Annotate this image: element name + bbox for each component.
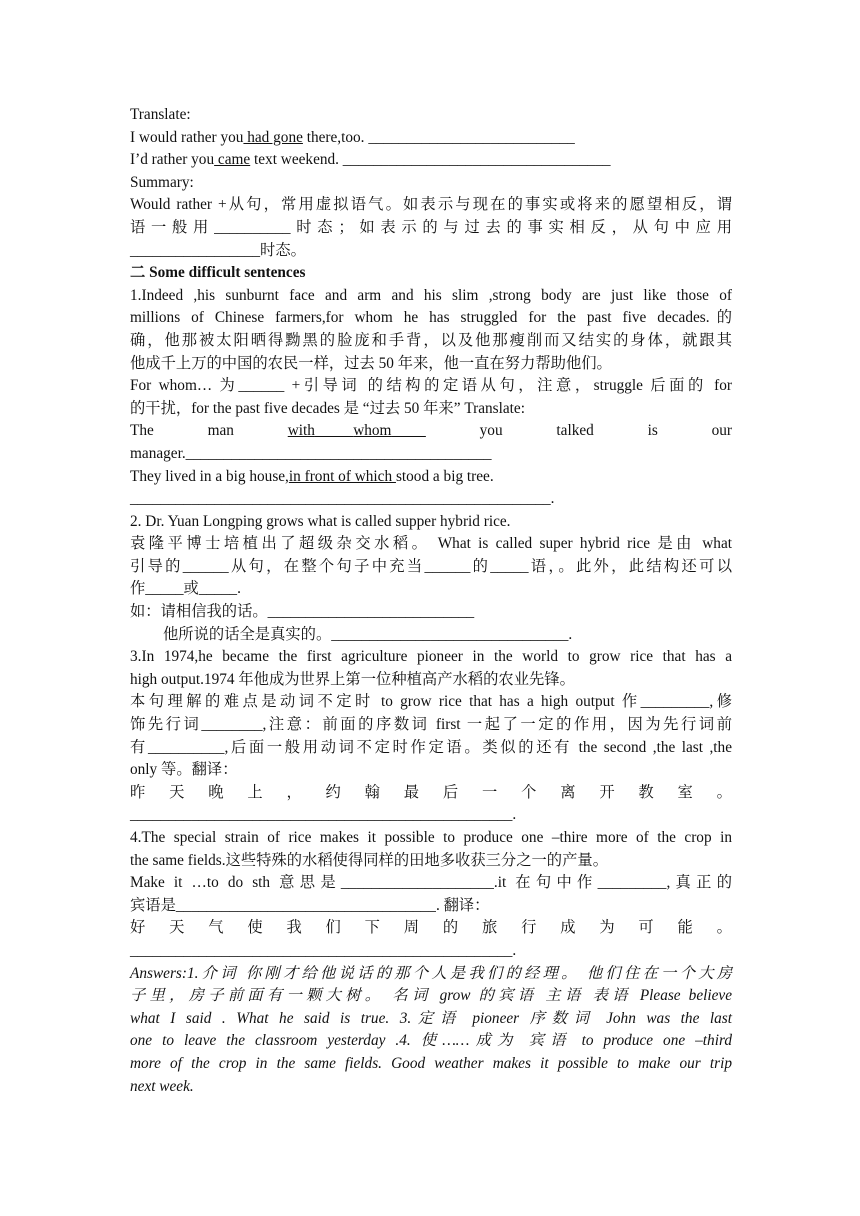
word: talked — [556, 422, 594, 440]
word: man — [207, 422, 234, 440]
spread-char: 我 — [286, 919, 302, 937]
s1-line-7 — [130, 420, 732, 443]
s1-line-1: 1.Indeed ,his sunburnt face and arm and his slim ,strong body are just like those of — [130, 286, 732, 304]
word: is — [647, 422, 658, 440]
spread-char: 室 — [677, 783, 693, 801]
s2-line-2: 袁隆平博士培植出了超级杂交水稻。 What is called super hybrid rice 是由 what — [130, 535, 732, 553]
s1-line-8: manager.________________________________________ — [130, 444, 492, 462]
s2-line-3: 引导的______从句，在整个句子中充当______的_____语，。此外，此结构还可以 — [130, 557, 732, 575]
spread-char: 气 — [208, 919, 224, 937]
spread-char: 约 — [325, 783, 341, 801]
spread-char: 一 — [481, 783, 498, 801]
spread-char: 。 — [716, 783, 732, 801]
spread-char: 的 — [442, 919, 459, 937]
s1-line-2: millions of Chinese farmers,for whom he has struggled for the past five decades.的 — [130, 309, 732, 327]
s2-line-4: 作_____或_____. — [130, 580, 241, 598]
s1-line-3: 确，他那被太阳晒得黝黑的脸庞和手背，以及他那瘦削而又结实的身体，就跟其 — [130, 331, 732, 349]
translate-line-2: I’d rather you came text weekend. ___________________________________ — [130, 151, 611, 169]
s4-line-1: 4.The special strain of rice makes it possible to produce one –thire more of the crop in — [130, 829, 732, 846]
s4-line-5 — [130, 917, 732, 940]
underlined-phrase: in front of which — [288, 467, 396, 485]
s1-line-4: 他成千上万的中国的农民一样，过去 50 年来，他一直在努力帮助他们。 — [130, 354, 612, 372]
s1-line-6: 的干扰，for the past five decades 是 “过去 50 年来” Translate: — [130, 399, 525, 417]
spread-char: 为 — [599, 919, 615, 937]
spread-char: 可 — [638, 919, 654, 937]
s3-line-8: __________________________________________________. — [130, 806, 517, 824]
spread-char: 天 — [169, 919, 185, 937]
spread-char: 行 — [521, 919, 537, 937]
spread-char: 离 — [560, 783, 576, 801]
summary-line-3: _________________时态。 — [130, 241, 306, 259]
s3-line-6: only 等。翻译： — [130, 761, 238, 779]
summary-heading: Summary: — [130, 173, 194, 191]
spread-char: ， — [286, 783, 302, 801]
s4-line-6: __________________________________________________. — [130, 941, 517, 959]
spread-char: 。 — [716, 919, 732, 937]
s4-line-3: Make it …to do sth 意思是____________________.it 在句中作_________,真正的 — [130, 874, 732, 892]
spread-char: 天 — [169, 783, 185, 801]
spread-char: 成 — [560, 919, 576, 937]
spread-char: 昨 — [130, 783, 146, 801]
spread-char: 上 — [247, 783, 263, 801]
answers-line-3: what I said . What he said is true. 3.定语 pioneer 序数词 John was the last — [130, 1009, 732, 1027]
spread-char: 开 — [599, 783, 615, 801]
s2-line-6: 他所说的话全是真实的。_______________________________. — [163, 625, 573, 643]
spread-char: 旅 — [481, 919, 498, 937]
s1-line-10: _______________________________________________________. — [130, 490, 555, 508]
word: you — [479, 422, 503, 440]
s1-line-9: They lived in a big house,in front of which stood a big tree. — [130, 467, 494, 485]
s1-line-5: For whom… 为______ +引导词 的结构的定语从句，注意，struggle 后面的 for — [130, 377, 732, 395]
answers-line-2: 子里，房子前面有一颗大树。 名词 grow 的宾语 主语 表语 Please believe — [130, 987, 732, 1005]
spread-char: 翰 — [364, 783, 380, 801]
summary-line-2: 语一般用__________时态；如表示的与过去的事实相反，从句中应用 — [130, 218, 732, 236]
answers-line-4: one to leave the classroom yesterday .4. 使……成为 宾语 to produce one –third — [130, 1032, 732, 1050]
answers-line-1: Answers:1.介词 你刚才给他说话的那个人是我们的经理。 他们住在一个大房 — [130, 964, 732, 982]
s3-line-3: 本句理解的难点是动词不定时 to grow rice that has a high output 作_________,修 — [130, 693, 732, 711]
spread-char: 能 — [677, 919, 693, 937]
spread-char: 最 — [403, 783, 420, 801]
s3-line-4: 饰先行词________,注意：前面的序数词 first 一起了一定的作用，因为先行词前 — [130, 716, 732, 734]
word: our — [711, 422, 732, 440]
translate-line-1: I would rather you had gone there,too. ___________________________ — [130, 128, 575, 146]
word: The — [130, 422, 154, 440]
spread-char: 晚 — [208, 783, 224, 801]
answers-line-5: more of the crop in the same fields. Good weather makes it possible to make our trip — [130, 1054, 732, 1072]
underlined-phrase: came — [214, 151, 251, 169]
s3-line-2: high output.1974 年他成为世界上第一位种植高产水稻的农业先锋。 — [130, 670, 575, 688]
underlined-phrase: had gone — [243, 128, 303, 146]
s2-line-5: 如：请相信我的话。___________________________ — [130, 603, 475, 621]
answers-line-6: next week. — [130, 1077, 194, 1095]
spread-char: 下 — [364, 919, 380, 937]
translate-heading: Translate: — [130, 106, 191, 123]
s3-line-5: 有__________,后面一般用动词不定时作定语。类似的还有 the second ,the last ,the — [130, 738, 732, 756]
s3-line-1: 3.In 1974,he became the first agriculture pioneer in the world to grow rice that has a — [130, 648, 732, 666]
s2-line-1: 2. Dr. Yuan Longping grows what is called supper hybrid rice. — [130, 512, 511, 530]
s4-line-4: 宾语是__________________________________. 翻译： — [130, 896, 490, 914]
s3-line-7 — [130, 782, 732, 805]
s4-line-2: the same fields.这些特殊的水稻使得同样的田地多收获三分之一的产量。 — [130, 851, 608, 869]
spread-char: 教 — [638, 783, 654, 801]
spread-char: 使 — [247, 919, 263, 937]
spread-char: 个 — [521, 783, 537, 801]
spread-char: 们 — [325, 919, 341, 937]
word-underlined: with whom — [287, 422, 392, 440]
spread-char: 好 — [130, 919, 146, 937]
spread-char: 周 — [403, 919, 420, 937]
spread-char: 后 — [442, 783, 459, 801]
section-heading: 二 Some difficult sentences — [130, 264, 306, 282]
document-page — [130, 104, 732, 1098]
summary-line-1: Would rather +从句，常用虚拟语气。如表示与现在的事实或将来的愿望相反，谓 — [130, 196, 732, 214]
